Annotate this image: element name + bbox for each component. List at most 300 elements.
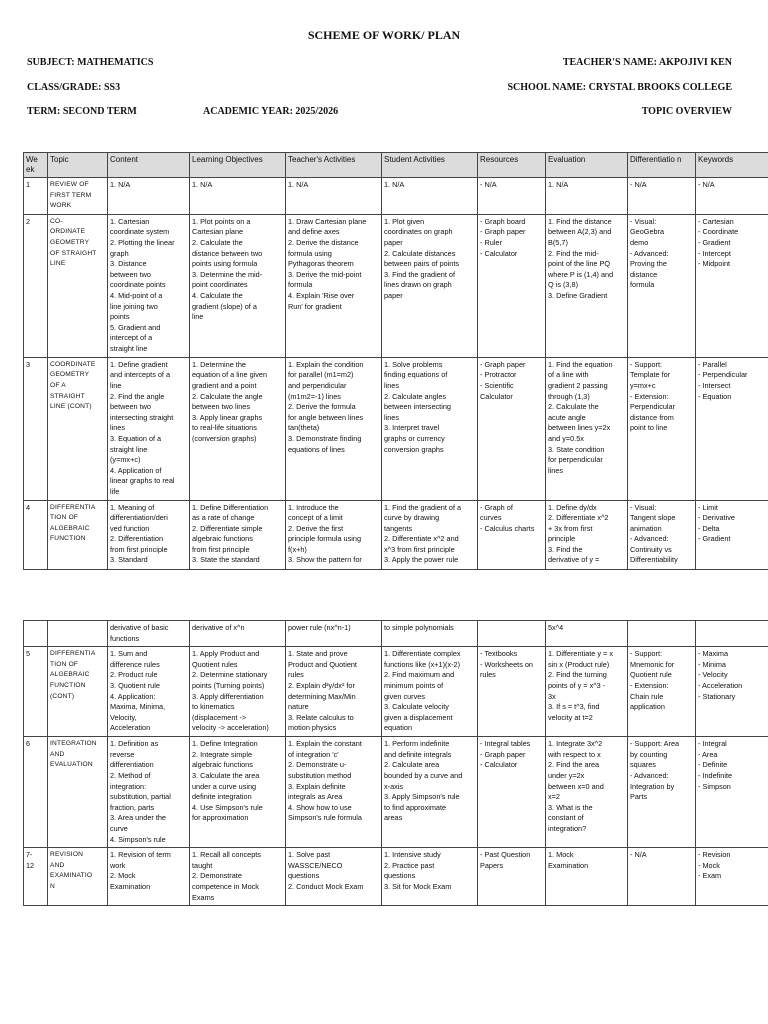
cell-student (382, 737, 478, 848)
cell-line: 1. Cartesian (110, 216, 150, 226)
cell-objectives (190, 848, 286, 906)
cell-line: OF STRAIGHT (50, 249, 97, 257)
cell-line: - Integral (698, 739, 727, 749)
cell-line: WASSCE/NECO (288, 860, 343, 870)
cell-line: 3. Standard (110, 555, 148, 565)
cell-line: - Textbooks (480, 649, 518, 659)
cell-line: functions like (x+1)(x-2) (384, 659, 461, 669)
cell-topic (48, 621, 108, 647)
cell-evaluation (546, 214, 628, 357)
cell-line: y=mx+c (630, 380, 656, 390)
cell-line: DIFFERENTIA (50, 503, 96, 511)
cell-line: REVISION (50, 851, 84, 859)
cell-line: GEOMETRY (50, 238, 90, 246)
cell-line: x=2 (548, 792, 560, 802)
cell-line: - N/A (698, 180, 715, 189)
cell-line: 4. Show how to use (288, 802, 352, 812)
cell-line: between two (110, 269, 151, 279)
cell-line: Quotient rule (630, 670, 672, 680)
cell-keywords (696, 178, 768, 215)
cell-line: integration? (548, 823, 587, 833)
cell-line: - Support: (630, 359, 663, 369)
cell-student (382, 621, 478, 647)
cell-line: lines drawn on graph (384, 280, 452, 290)
cell-line: - Graph paper (480, 749, 526, 759)
subject-label: SUBJECT: MATHEMATICS (27, 57, 154, 68)
cell-line: point to line (630, 423, 668, 433)
cell-differentiation (628, 621, 696, 647)
cell-line: points using formula (192, 259, 258, 269)
cell-line: - Indefinite (698, 770, 733, 780)
cell-line: 1. Perform indefinite (384, 739, 450, 749)
cell-line: - Minima (698, 659, 726, 669)
cell-line: 1. Explain the constant (288, 739, 362, 749)
cell-line: nature (288, 702, 309, 712)
cell-evaluation (546, 848, 628, 906)
cell-topic (48, 214, 108, 357)
cell-line: 4. Calculate the (192, 290, 243, 300)
cell-line: 2. Derive the formula (288, 402, 356, 412)
cell-line: - Calculator (480, 248, 518, 258)
cell-line: - Support: (630, 649, 663, 659)
topic-overview-label: TOPIC OVERVIEW (641, 106, 732, 117)
cell-line: - Extension: (630, 391, 669, 401)
cell-line: 5x^4 (548, 623, 564, 632)
cell-line: and perpendicular (288, 380, 347, 390)
cell-student (382, 848, 478, 906)
cell-line: between two (110, 402, 151, 412)
cell-line: sin x (Product rule) (548, 659, 610, 669)
cell-line: 3. Find the gradient of (384, 269, 455, 279)
cell-line: from first principle (110, 544, 168, 554)
cell-line: - Stationary (698, 691, 736, 701)
cell-evaluation (546, 357, 628, 500)
cell-line: to simple polynomials (384, 623, 454, 632)
cell-line: Template for (630, 370, 671, 380)
cell-line: squares (630, 760, 656, 770)
cell-line: 1. Find the distance (548, 216, 612, 226)
cell-line: and definite integrals (384, 749, 452, 759)
cell-line: - Visual: (630, 216, 657, 226)
cell-line: points (110, 312, 130, 322)
cell-line: 2. Mock (110, 871, 136, 881)
cell-line: algebraic functions (192, 534, 253, 544)
cell-line: 1. Draw Cartesian plane (288, 216, 367, 226)
cell-line: - Ruler (480, 237, 502, 247)
cell-line: 1. Definition as (110, 739, 159, 749)
cell-line: - Advanced: (630, 770, 669, 780)
cell-week (24, 214, 48, 357)
header-evaluation: Evaluation (546, 153, 628, 178)
class-label: CLASS/GRADE: SS3 (27, 82, 121, 93)
cell-line: - Graph of (480, 502, 513, 512)
table-row (24, 357, 768, 500)
cell-line: 2. Explain d²y/dx² for (288, 680, 355, 690)
cell-differentiation (628, 178, 696, 215)
cell-line: equation (384, 723, 412, 733)
cell-line: demo (630, 237, 649, 247)
cell-student (382, 500, 478, 569)
cell-resources (478, 214, 546, 357)
cell-week (24, 848, 48, 906)
cell-line: 1. N/A (384, 180, 405, 189)
cell-line: equations of lines (288, 444, 345, 454)
cell-teacher (286, 357, 382, 500)
table-row (24, 647, 768, 737)
cell-line: - Calculator (480, 760, 518, 770)
cell-line: - Support: Area (630, 739, 680, 749)
cell-line: straight line (110, 444, 148, 454)
cell-line: Simpson's rule formula (288, 813, 362, 823)
cell-teacher (286, 737, 382, 848)
cell-line: Proving the (630, 259, 667, 269)
cell-line: 1. Apply Product and (192, 649, 260, 659)
cell-line: linear graphs to real (110, 476, 175, 486)
table-row (24, 178, 768, 215)
cell-line: ALGEBRAIC (50, 671, 90, 679)
cell-line: Differentiability (630, 555, 678, 565)
cell-line: Product and Quotient (288, 659, 357, 669)
cell-line: - Derivative (698, 513, 735, 523)
cell-line: 1. Define Differentiation (192, 502, 269, 512)
cell-line: integrals as Area (288, 792, 343, 802)
cell-line: 1. Integrate 3x^2 (548, 739, 603, 749)
cell-line: - Exam (698, 871, 722, 881)
cell-line: 3. Quotient rule (110, 680, 160, 690)
cell-line: OF A (50, 381, 66, 389)
cell-line: 2. Find the angle (110, 391, 165, 401)
scheme-table-page-2 (23, 620, 768, 906)
cell-line: difference rules (110, 659, 160, 669)
cell-line: to kinematics (192, 702, 235, 712)
cell-line: between lines y=2x (548, 423, 611, 433)
cell-line: (m1m2=-1) lines (288, 391, 341, 401)
cell-line: 3. Area under the (110, 813, 166, 823)
cell-keywords (696, 647, 768, 737)
header-topic: Topic (48, 153, 108, 178)
cell-keywords (696, 848, 768, 906)
cell-line: - Visual: (630, 502, 657, 512)
cell-line: velocity -> acceleration) (192, 723, 269, 733)
cell-line: 4. Explain 'Rise over (288, 290, 355, 300)
cell-line: 2. Calculate angles (384, 391, 447, 401)
cell-line: and y=0.5x (548, 433, 584, 443)
cell-line: differentiation (110, 760, 154, 770)
cell-line: 1. Determine the (192, 359, 246, 369)
cell-differentiation (628, 647, 696, 737)
cell-line: 1. Plot given (384, 216, 425, 226)
cell-objectives (190, 178, 286, 215)
cell-line: 2. Practice past (384, 860, 435, 870)
cell-line: 1. Define dy/dx (548, 502, 597, 512)
cell-line: 2. Differentiate simple (192, 523, 263, 533)
cell-content (108, 178, 190, 215)
cell-line: TION OF (50, 514, 79, 522)
cell-line: - Coordinate (698, 227, 739, 237)
teacher-name: TEACHER'S NAME: AKPOJIVI KEN (562, 57, 732, 68)
cell-student (382, 214, 478, 357)
cell-line: 3. If s = t^3, find (548, 702, 600, 712)
cell-line: 1. Find the gradient of a (384, 502, 462, 512)
cell-line: 1. Differentiate y = x (548, 649, 613, 659)
cell-line: 2. Find maximum and (384, 670, 455, 680)
cell-line: AND (50, 861, 65, 869)
cell-line: and define axes (288, 227, 340, 237)
cell-line: straight line (110, 343, 148, 353)
cell-line: application (630, 702, 665, 712)
cell-line: gradient (slope) of a (192, 301, 257, 311)
cell-line: N (50, 882, 55, 890)
header-learning-objectives: Learning Objectives (190, 153, 286, 178)
cell-line: 1. State and prove (288, 649, 348, 659)
cell-line: - Graph board (480, 216, 526, 226)
cell-line: between x=0 and (548, 781, 604, 791)
cell-objectives (190, 214, 286, 357)
cell-line: curve by drawing (384, 513, 440, 523)
cell-line: curve (110, 823, 128, 833)
cell-objectives (190, 647, 286, 737)
cell-line: INTEGRATION (50, 740, 97, 748)
cell-line: points (Turning points) (192, 680, 265, 690)
cell-line: - Midpoint (698, 259, 731, 269)
cell-teacher (286, 621, 382, 647)
cell-line: through (1,3) (548, 391, 590, 401)
cell-line: - Maxima (698, 649, 728, 659)
cell-line: formula using (288, 248, 332, 258)
cell-line: - Perpendicular (698, 370, 748, 380)
cell-text: 7- 12 (26, 850, 35, 870)
cell-line: 3. Distance (110, 259, 147, 269)
cell-line: coordinate points (110, 280, 166, 290)
cell-differentiation (628, 737, 696, 848)
cell-line: rules (288, 670, 304, 680)
cell-line: principle (548, 534, 576, 544)
cell-keywords (696, 737, 768, 848)
cell-keywords (696, 357, 768, 500)
cell-content (108, 500, 190, 569)
cell-line: where P is (1,4) and (548, 269, 614, 279)
cell-line: rules (480, 670, 496, 680)
cell-line: 2. Differentiate x^2 (548, 513, 609, 523)
cell-line: FUNCTION (50, 681, 86, 689)
cell-line: velocity at t=2 (548, 712, 593, 722)
cell-line: lines (384, 412, 400, 422)
cell-line: 3. Relate calculus to (288, 712, 354, 722)
cell-line: minimum points of (384, 680, 444, 690)
cell-line: 2. Demonstrate (192, 871, 242, 881)
cell-line: LINE (50, 260, 66, 268)
cell-line: - Cartesian (698, 216, 734, 226)
document-title: SCHEME OF WORK/ PLAN (307, 28, 461, 42)
cell-line: AND (50, 750, 65, 758)
cell-text: 3 (26, 359, 31, 369)
cell-line: work (110, 860, 126, 870)
cell-teacher (286, 500, 382, 569)
cell-line: 1. Define Integration (192, 739, 258, 749)
cell-line: lines (110, 423, 126, 433)
cell-line: 2. Differentiation (110, 534, 164, 544)
cell-line: line (110, 380, 122, 390)
cell-line: 2. Method of (110, 770, 151, 780)
cell-line: GeoGebra (630, 227, 665, 237)
cell-line: ORDINATE (50, 228, 86, 236)
table-row (24, 621, 768, 647)
cell-evaluation (546, 647, 628, 737)
header-resources: Resources (478, 153, 546, 178)
cell-line: distance (630, 269, 658, 279)
cell-line: definite integration (192, 792, 252, 802)
cell-line: Calculator (480, 391, 513, 401)
cell-line: 3. Define Gradient (548, 290, 608, 300)
cell-week (24, 357, 48, 500)
cell-line: power rule (nx^n-1) (288, 623, 351, 632)
cell-line: EVALUATION (50, 761, 93, 769)
cell-line: 3. Calculate the area (192, 770, 260, 780)
cell-line: 2. Determine stationary (192, 670, 268, 680)
cell-line: 1. Find the equation (548, 359, 613, 369)
cell-line: principle formula using (288, 534, 362, 544)
cell-content (108, 214, 190, 357)
cell-line: - N/A (630, 180, 647, 189)
cell-content (108, 647, 190, 737)
scheme-table-page-1 (23, 152, 768, 570)
cell-line: Integration by (630, 781, 675, 791)
cell-line: Q is (3,8) (548, 280, 579, 290)
cell-line: to real-life situations (192, 423, 257, 433)
cell-evaluation (546, 500, 628, 569)
cell-line: x-axis (384, 781, 404, 791)
cell-topic (48, 178, 108, 215)
cell-line: 5. Gradient and (110, 322, 161, 332)
cell-line: - Advanced: (630, 248, 669, 258)
cell-line: derivative of y = (548, 555, 600, 565)
cell-student (382, 357, 478, 500)
cell-line: lines (384, 380, 400, 390)
cell-line: - Delta (698, 523, 720, 533)
cell-line: 2. Integrate simple (192, 749, 253, 759)
cell-line: FUNCTION (50, 535, 86, 543)
cell-line: reverse (110, 749, 135, 759)
cell-resources (478, 647, 546, 737)
cell-line: 1. N/A (192, 180, 213, 189)
cell-line: - Limit (698, 502, 718, 512)
cell-line: Tangent slope (630, 513, 676, 523)
cell-line: intersecting straight (110, 412, 174, 422)
cell-line: 3. Calculate velocity (384, 702, 449, 712)
cell-line: Exams (192, 892, 215, 902)
cell-line: - Area (698, 749, 718, 759)
cell-line: 1. Define gradient (110, 359, 168, 369)
cell-objectives (190, 357, 286, 500)
cell-line: 4. Mid-point of a (110, 290, 163, 300)
cell-evaluation (546, 621, 628, 647)
cell-line: equation of a line given (192, 370, 268, 380)
cell-line: gradient and a point (192, 380, 257, 390)
cell-line: LINE (CONT) (50, 403, 92, 411)
cell-line: Quotient rules (192, 659, 238, 669)
cell-line: areas (384, 813, 403, 823)
cell-line: 3. Derive the mid-point (288, 269, 362, 279)
cell-line: 1. Intensive study (384, 850, 441, 860)
cell-line: REVIEW OF (50, 181, 89, 188)
cell-line: - Scientific (480, 380, 514, 390)
cell-line: 4. Use Simpson's rule (192, 802, 263, 812)
cell-line: 3. Explain definite (288, 781, 346, 791)
cell-line: 1. N/A (288, 180, 309, 189)
cell-line: 1. Meaning of (110, 502, 155, 512)
cell-line: 2. Find the mid- (548, 248, 599, 258)
cell-line: 3. Interpret travel (384, 423, 440, 433)
cell-line: under y=2x (548, 770, 585, 780)
cell-line: integration: (110, 781, 147, 791)
cell-line: Perpendicular (630, 402, 676, 412)
cell-line: derivative of basic (110, 623, 169, 632)
cell-line: with respect to x (548, 749, 601, 759)
cell-line: (y=mx+c) (110, 455, 141, 465)
cell-text: 6 (26, 739, 31, 749)
cell-line: Cartesian plane (192, 227, 244, 237)
cell-line: functions (110, 633, 140, 643)
cell-line: 4. Application: (110, 691, 156, 701)
cell-line: - Graph paper (480, 359, 526, 369)
cell-text: 4 (26, 502, 31, 512)
table-row (24, 848, 768, 906)
header-keywords: Keywords (696, 153, 768, 178)
cell-line: Run' for gradient (288, 301, 342, 311)
cell-line: Parts (630, 792, 648, 802)
cell-line: - Calculus charts (480, 523, 535, 533)
cell-topic (48, 737, 108, 848)
cell-topic (48, 647, 108, 737)
cell-content (108, 357, 190, 500)
cell-line: 3x (548, 691, 556, 701)
cell-line: - Gradient (698, 237, 731, 247)
cell-line: coordinates on graph (384, 227, 453, 237)
cell-differentiation (628, 848, 696, 906)
cell-line: 3. What is the (548, 802, 593, 812)
cell-line: between two lines (192, 402, 251, 412)
cell-resources (478, 500, 546, 569)
cell-line: STRAIGHT (50, 392, 85, 400)
cell-line: f(x+h) (288, 544, 307, 554)
cell-objectives (190, 500, 286, 569)
cell-line: 2. Conduct Mock Exam (288, 881, 364, 891)
cell-content (108, 621, 190, 647)
header-week: We ek (24, 153, 48, 178)
cell-line: for approximation (192, 813, 249, 823)
cell-line: 2. Calculate the (548, 402, 599, 412)
cell-teacher (286, 647, 382, 737)
cell-line: tangents (384, 523, 412, 533)
cell-student (382, 647, 478, 737)
cell-line: determining Max/Min (288, 691, 356, 701)
cell-line: - Extension: (630, 680, 669, 690)
table-row (24, 214, 768, 357)
cell-line: formula (288, 280, 313, 290)
cell-line: - Acceleration (698, 680, 743, 690)
cell-line: 2. Product rule (110, 670, 158, 680)
header-teachers-activities: Teacher's Activities (286, 153, 382, 178)
cell-line: - Definite (698, 760, 728, 770)
cell-text: 2 (26, 216, 31, 226)
cell-topic (48, 357, 108, 500)
cell-line: from first principle (192, 544, 250, 554)
cell-line: given curves (384, 691, 425, 701)
cell-line: Examination (110, 881, 151, 891)
cell-line: 4. Application of (110, 465, 162, 475)
cell-line: 2. Demonstrate u- (288, 760, 347, 770)
cell-line: life (110, 486, 120, 496)
